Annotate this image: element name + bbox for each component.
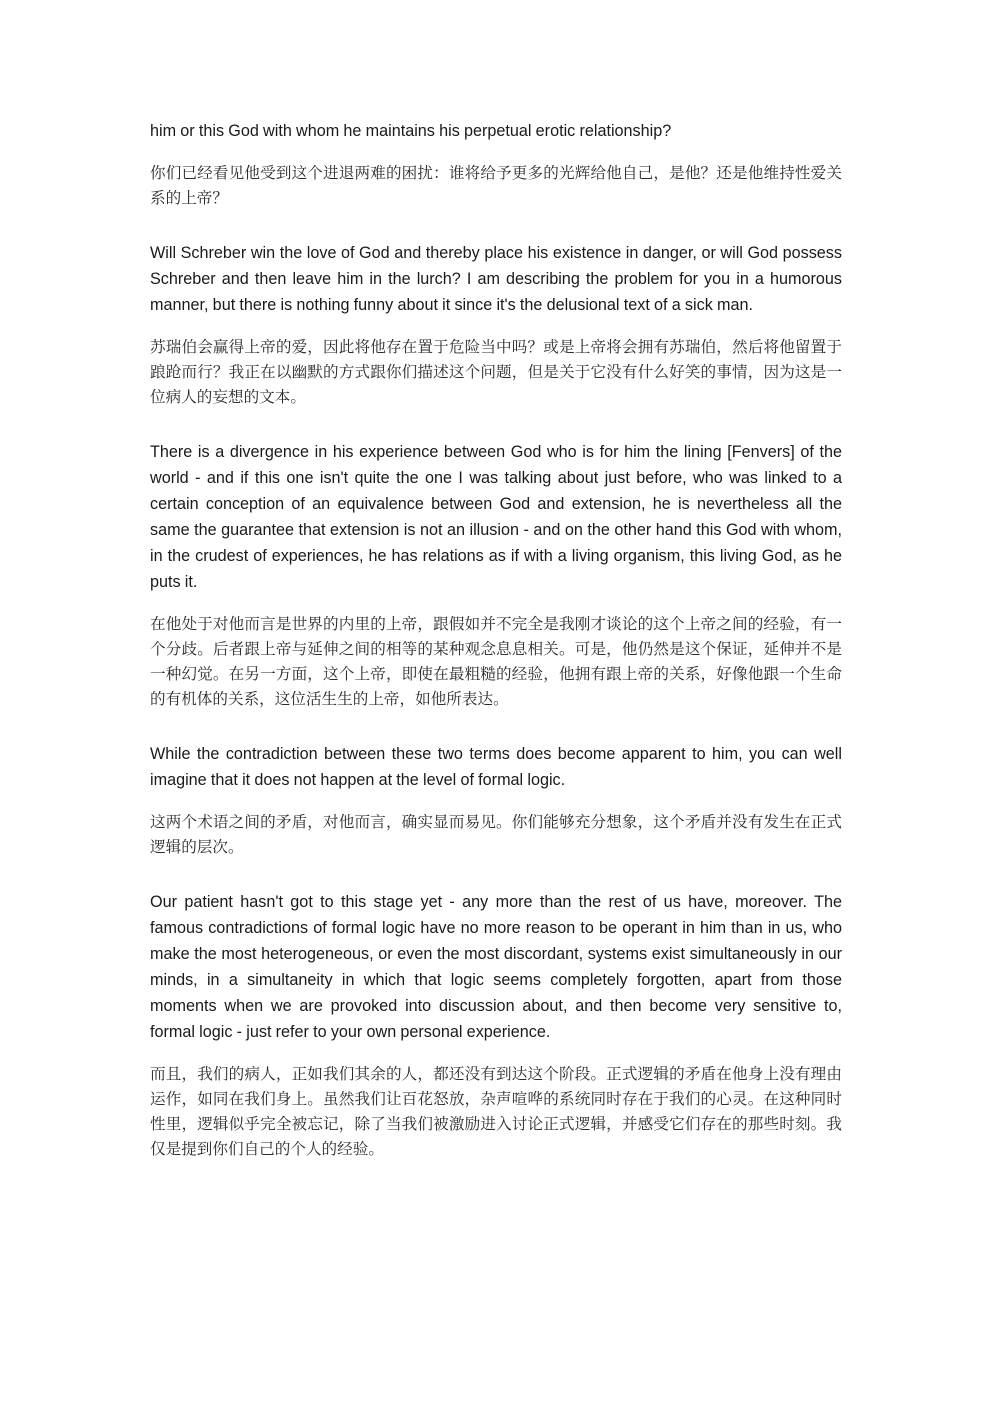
chinese-paragraph: 苏瑞伯会赢得上帝的爱，因此将他存在置于危险当中吗？或是上帝将会拥有苏瑞伯，然后将他留置于踉跄而行？我正在以幽默的方式跟你们描述这个问题，但是关于它没有什么好笑的事情，因为这是一位病人的妄想的文本。 <box>150 338 842 406</box>
document-page <box>150 118 842 1162</box>
english-paragraph: him or this God with whom he maintains his perpetual erotic relationship? <box>150 122 672 140</box>
chinese-paragraph: 而且，我们的病人，正如我们其余的人，都还没有到达这个阶段。正式逻辑的矛盾在他身上没有理由运作，如同在我们身上。虽然我们让百花怒放，杂声喧哗的系统同时存在于我们的心灵。在这种同时性里，逻辑似乎完全被忘记，除了当我们被激励进入讨论正式逻辑，并感受它们存在的那些时刻。我仅是提到你们自己的个人的经验。 <box>150 1065 842 1158</box>
chinese-paragraph: 你们已经看见他受到这个进退两难的困扰：谁将给予更多的光辉给他自己，是他？还是他维持性爱关系的上帝？ <box>150 164 842 207</box>
english-paragraph: There is a divergence in his experience between God who is for him the lining [Fenvers] of the world - and if this one isn't quite the one I was talking about just before, who was linked to a certain conception of an equivalence between God and extension, he is nevertheless all the same the guarantee that extension is not an illusion - and on the other hand this God with whom, in the crudest of experiences, he has relations as if with a living organism, this living God, as he puts it. <box>150 443 842 591</box>
english-paragraph: Our patient hasn't got to this stage yet - any more than the rest of us have, moreover. The famous contradictions of formal logic have no more reason to be operant in him than in us, who make the most heterogeneous, or even the most discordant, systems exist simultaneously in our minds, in a simultaneity in which that logic seems completely forgotten, apart from those moments when we are provoked into discussion about, and then become very sensitive to, formal logic - just refer to your own personal experience. <box>150 893 842 1041</box>
chinese-paragraph: 在他处于对他而言是世界的内里的上帝，跟假如并不完全是我刚才谈论的这个上帝之间的经验，有一个分歧。后者跟上帝与延伸之间的相等的某种观念息息相关。可是，他仍然是这个保证，延伸并不是一种幻觉。在另一方面，这个上帝，即使在最粗糙的经验，他拥有跟上帝的关系，好像他跟一个生命的有机体的关系，这位活生生的上帝，如他所表达。 <box>150 615 842 708</box>
english-paragraph: While the contradiction between these two terms does become apparent to him, you can well imagine that it does not happen at the level of formal logic. <box>150 745 842 789</box>
chinese-paragraph: 这两个术语之间的矛盾，对他而言，确实显而易见。你们能够充分想象，这个矛盾并没有发生在正式逻辑的层次。 <box>150 813 842 856</box>
english-paragraph: Will Schreber win the love of God and thereby place his existence in danger, or will God possess Schreber and then leave him in the lurch? I am describing the problem for you in a humorous manner, but there is nothing funny about it since it's the delusional text of a sick man. <box>150 244 842 314</box>
